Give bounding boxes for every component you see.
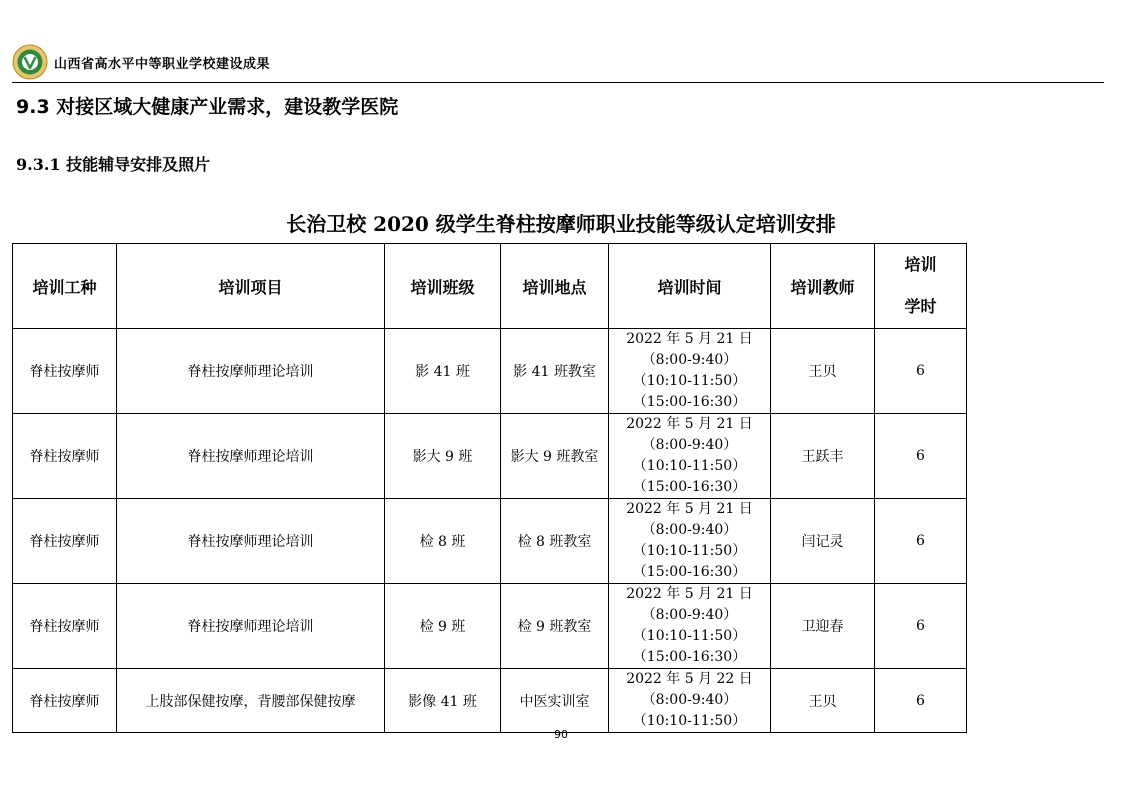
- cell-project: 上肢部保健按摩，背腰部保健按摩: [117, 669, 385, 733]
- cell-project: 脊柱按摩师理论培训: [117, 584, 385, 669]
- school-emblem-icon: [12, 44, 48, 80]
- time-line: （10:10-11:50）: [632, 458, 747, 474]
- time-line: （15:00-16:30）: [632, 479, 747, 495]
- time-line: （15:00-16:30）: [632, 649, 747, 665]
- header-cell: 培训教师: [771, 244, 875, 329]
- time-line: （10:10-11:50）: [632, 373, 747, 389]
- cell-project: 脊柱按摩师理论培训: [117, 414, 385, 499]
- time-line: 2022 年 5 月 21 日: [626, 416, 753, 432]
- section-heading: 9.3 对接区域大健康产业需求，建设教学医院: [16, 96, 399, 118]
- cell-location: 中医实训室: [501, 669, 609, 733]
- cell-hours: 6: [875, 414, 967, 499]
- header-cell: 培训项目: [117, 244, 385, 329]
- cell-teacher: 王贝: [771, 329, 875, 414]
- cell-time: [609, 669, 771, 733]
- school-title: 山西省高水平中等职业学校建设成果: [54, 56, 271, 72]
- time-line: 2022 年 5 月 21 日: [626, 331, 753, 347]
- cell-project: 脊柱按摩师理论培训: [117, 329, 385, 414]
- header-cell: 培训地点: [501, 244, 609, 329]
- table-title: 长治卫校 2020 级学生脊柱按摩师职业技能等级认定培训安排: [286, 212, 836, 236]
- page-number: 90: [554, 728, 568, 741]
- subsection-heading: 9.3.1 技能辅导安排及照片: [16, 155, 211, 174]
- cell-hours: 6: [875, 669, 967, 733]
- cell-hours: 6: [875, 499, 967, 584]
- cell-time: [609, 499, 771, 584]
- cell-class: 检 9 班: [385, 584, 501, 669]
- time-line: （8:00-9:40）: [641, 352, 738, 368]
- cell-hours: 6: [875, 584, 967, 669]
- cell-type: 脊柱按摩师: [13, 669, 117, 733]
- time-line: （10:10-11:50）: [632, 543, 747, 559]
- header-cell: 培训工种: [13, 244, 117, 329]
- time-line: （15:00-16:30）: [632, 564, 747, 580]
- header-cell: 培训班级: [385, 244, 501, 329]
- cell-time: [609, 329, 771, 414]
- training-schedule-table: [12, 243, 967, 733]
- cell-location: 影大 9 班教室: [501, 414, 609, 499]
- table-row: [13, 584, 967, 669]
- time-line: 2022 年 5 月 22 日: [626, 671, 753, 687]
- time-line: 2022 年 5 月 21 日: [626, 501, 753, 517]
- table-row: [13, 329, 967, 414]
- cell-location: 影 41 班教室: [501, 329, 609, 414]
- cell-hours: 6: [875, 329, 967, 414]
- cell-type: 脊柱按摩师: [13, 499, 117, 584]
- time-line: （8:00-9:40）: [641, 522, 738, 538]
- cell-teacher: 王跃丰: [771, 414, 875, 499]
- header-hours-line1: 培训: [904, 255, 937, 274]
- cell-teacher: 王贝: [771, 669, 875, 733]
- time-line: （8:00-9:40）: [641, 437, 738, 453]
- header-divider: [12, 82, 1104, 83]
- header-cell-hours: [875, 244, 967, 329]
- header-cell: 培训时间: [609, 244, 771, 329]
- table-row: [13, 414, 967, 499]
- cell-class: 检 8 班: [385, 499, 501, 584]
- cell-type: 脊柱按摩师: [13, 584, 117, 669]
- cell-type: 脊柱按摩师: [13, 329, 117, 414]
- cell-class: 影 41 班: [385, 329, 501, 414]
- page-header: [12, 44, 270, 80]
- table-row: [13, 499, 967, 584]
- cell-location: 检 9 班教室: [501, 584, 609, 669]
- time-line: （10:10-11:50）: [632, 713, 747, 729]
- cell-time: [609, 414, 771, 499]
- cell-project: 脊柱按摩师理论培训: [117, 499, 385, 584]
- cell-class: 影像 41 班: [385, 669, 501, 733]
- cell-teacher: 闫记灵: [771, 499, 875, 584]
- cell-class: 影大 9 班: [385, 414, 501, 499]
- table-header-row: [13, 244, 967, 329]
- cell-time: [609, 584, 771, 669]
- time-line: （8:00-9:40）: [641, 692, 738, 708]
- header-hours-line2: 学时: [904, 297, 937, 316]
- cell-location: 检 8 班教室: [501, 499, 609, 584]
- time-line: 2022 年 5 月 21 日: [626, 586, 753, 602]
- cell-type: 脊柱按摩师: [13, 414, 117, 499]
- cell-teacher: 卫迎春: [771, 584, 875, 669]
- time-line: （15:00-16:30）: [632, 394, 747, 410]
- time-line: （10:10-11:50）: [632, 628, 747, 644]
- table-row: [13, 669, 967, 733]
- time-line: （8:00-9:40）: [641, 607, 738, 623]
